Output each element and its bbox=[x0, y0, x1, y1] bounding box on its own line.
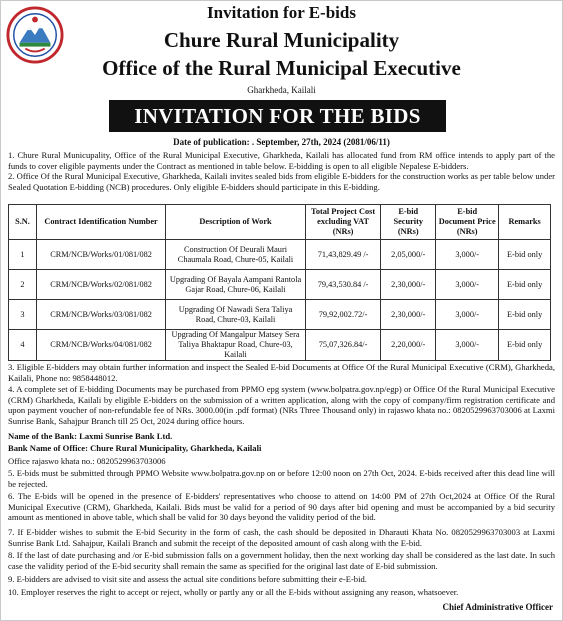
bids-table bbox=[8, 204, 551, 361]
bank-name-line: Name of the Bank: Laxmi Sunrise Bank Ltd. bbox=[8, 431, 173, 441]
cell-description: Construction Of Deurali Mauri Chaumala Road, Chure-05, Kailali bbox=[166, 240, 306, 270]
cell-contract-id: CRM/NCB/Works/01/081/082 bbox=[36, 240, 165, 270]
paragraph-5: 5. E-bids must be submitted through PPMO Website www.bolpatra.gov.np on or before 12:00 noon on 27th Oct, 2024. E-bids received after this dead line will be rejected. bbox=[8, 468, 555, 489]
cell-remarks: E-bid only bbox=[499, 240, 551, 270]
cell-sn: 1 bbox=[9, 240, 37, 270]
publication-date: Date of publication: . September, 27th, 2024 (2081/06/11) bbox=[173, 137, 390, 147]
cell-doc-price: 3,000/- bbox=[436, 330, 499, 361]
paragraph-1: 1. Chure Rural Municupality, Office of the Rural Municipal Executive, Gharkheda, Kailali has allocated fund from RM office intends to apply part of the funds to cover eligible payments under the Contract as mentioned in table below. E-bidding is open to all eligible Nepalese E-bidders. bbox=[8, 150, 555, 171]
office-name: Office of the Rural Municipal Executive bbox=[102, 56, 461, 80]
paragraph-6: 6. The E-bids will be opened in the presence of E-bidders' representatives who choose to attend on 14:00 PM of 27th Oct,2024 at Office Of the Rural Municipal Executive (CRM), Gharkheda, Kailali. Bids must be valid for a period of 90 days after bid opening and must be accompanied by a bid security amount as mentioned in above table, which shall be valid for 30 days beyond the validity period of the bid. bbox=[8, 491, 555, 523]
col-header-remarks: Remarks bbox=[499, 205, 551, 240]
cell-contract-id: CRM/NCB/Works/03/081/082 bbox=[36, 300, 165, 330]
cell-bid-security: 2,05,000/- bbox=[381, 240, 436, 270]
cell-remarks: E-bid only bbox=[499, 300, 551, 330]
table-row bbox=[9, 240, 551, 270]
paragraph-10: 10. Employer reserves the right to accept or reject, wholly or partly any or all the E-bids without assigning any reason, whatsoever. bbox=[8, 587, 459, 597]
table-row bbox=[9, 270, 551, 300]
office-khata-line: Office rajaswo khata no.: 0820529963703006 bbox=[8, 456, 166, 466]
cell-remarks: E-bid only bbox=[499, 330, 551, 361]
col-header-sn: S.N. bbox=[9, 205, 37, 240]
col-header-description: Description of Work bbox=[166, 205, 306, 240]
cell-sn: 2 bbox=[9, 270, 37, 300]
office-location: Gharkheda, Kailali bbox=[247, 85, 316, 95]
paragraph-4: 4. A complete set of E-bidding Documents may be purchased from PPMO epg system (www.bolpatra.gov.np/egp) or Office Of the Rural Municipal Executive (CRM) Gharkheda, Kailali by eligible E-bidders on the submission of a written application, along with the copy of company/firm registration certificate and upon payment voucher of non-refundable fee of NRs. 3000.00(in .pdf format) (NRs Three Thousand only) in rajaswo khata no.: 0820529963703006 at Laxmi Sunrise Bank, Sahajpur Branch till 25 Oct, 2024 during office hours. bbox=[8, 384, 555, 426]
cell-bid-security: 2,20,000/- bbox=[381, 330, 436, 361]
paragraph-3: 3. Eligible E-bidders may obtain further information and inspect the Sealed E-bid Documents at Office Of the Rural Municipal Executive (CRM), Gharkheda, Kailali, Phone no: 9858448012. bbox=[8, 362, 555, 383]
invitation-banner: INVITATION FOR THE BIDS bbox=[109, 100, 446, 132]
cell-sn: 4 bbox=[9, 330, 37, 361]
cell-doc-price: 3,000/- bbox=[436, 270, 499, 300]
bank-office-line: Bank Name of Office: Chure Rural Municipality, Gharkheda, Kailali bbox=[8, 443, 262, 453]
paragraph-8: 8. If the last of date purchasing and /or E-bid submission falls on a government holiday, then the next working day shall be considered as the last date. In such case the validity period of the E-bid security shall remain the same as specified for the original last date of E-bid submission. bbox=[8, 550, 555, 571]
paragraph-2: 2. Office Of the Rural Municipal Executive, Gharkheda, Kailali invites sealed bids from eligible E-bidders for the construction works as per table below under Sealed Quotation E-bidding (NCB) procedures. Only eligible E-bidders should participate in this E-bidding. bbox=[8, 171, 555, 192]
cell-bid-security: 2,30,000/- bbox=[381, 300, 436, 330]
cell-remarks: E-bid only bbox=[499, 270, 551, 300]
col-header-contract-id: Contract Identification Number bbox=[36, 205, 165, 240]
municipality-name: Chure Rural Municipality bbox=[163, 28, 400, 52]
table-header-row bbox=[9, 205, 551, 240]
col-header-bid-security: E-bid Security (NRs) bbox=[381, 205, 436, 240]
table-row bbox=[9, 330, 551, 361]
signature-title: Chief Administrative Officer bbox=[442, 602, 553, 612]
table-row bbox=[9, 300, 551, 330]
paragraph-9: 9. E-bidders are advised to visit site and assess the actual site conditions before submitting their e-E-bid. bbox=[8, 574, 367, 584]
cell-description: Upgrading Of Bayala Aampani Rantola Gajar Road, Chure-06, Kailali bbox=[166, 270, 306, 300]
cell-bid-security: 2,30,000/- bbox=[381, 270, 436, 300]
cell-total-cost: 79,92,002.72/- bbox=[305, 300, 381, 330]
cell-description: Upgrading Of Mangalpur Matsey Sera Taliya Bhaktapur Road, Chure-03, Kailali bbox=[166, 330, 306, 361]
col-header-total-cost: Total Project Cost excluding VAT (NRs) bbox=[305, 205, 381, 240]
cell-doc-price: 3,000/- bbox=[436, 240, 499, 270]
cell-doc-price: 3,000/- bbox=[436, 300, 499, 330]
cell-description: Upgrading Of Nawadi Sera Taliya Road, Chure-03, Kailali bbox=[166, 300, 306, 330]
cell-total-cost: 75,07,326.84/- bbox=[305, 330, 381, 361]
paragraph-7: 7. If E-bidder wishes to submit the E-bid Security in the form of cash, the cash should be deposited in Dharauti Khata No. 0820529963703003 at Laxmi Sunrise Bank Ltd. Sahajpur, Kailali Branch and submit the receipt of the deposited amount of cash along with the E-bid. bbox=[8, 527, 555, 548]
cell-sn: 3 bbox=[9, 300, 37, 330]
cell-total-cost: 71,43,829.49 /- bbox=[305, 240, 381, 270]
cell-total-cost: 79,43,530.84 /- bbox=[305, 270, 381, 300]
cell-contract-id: CRM/NCB/Works/04/081/082 bbox=[36, 330, 165, 361]
notice-kicker: Invitation for E-bids bbox=[207, 3, 356, 22]
cell-contract-id: CRM/NCB/Works/02/081/082 bbox=[36, 270, 165, 300]
col-header-doc-price: E-bid Document Price (NRs) bbox=[436, 205, 499, 240]
